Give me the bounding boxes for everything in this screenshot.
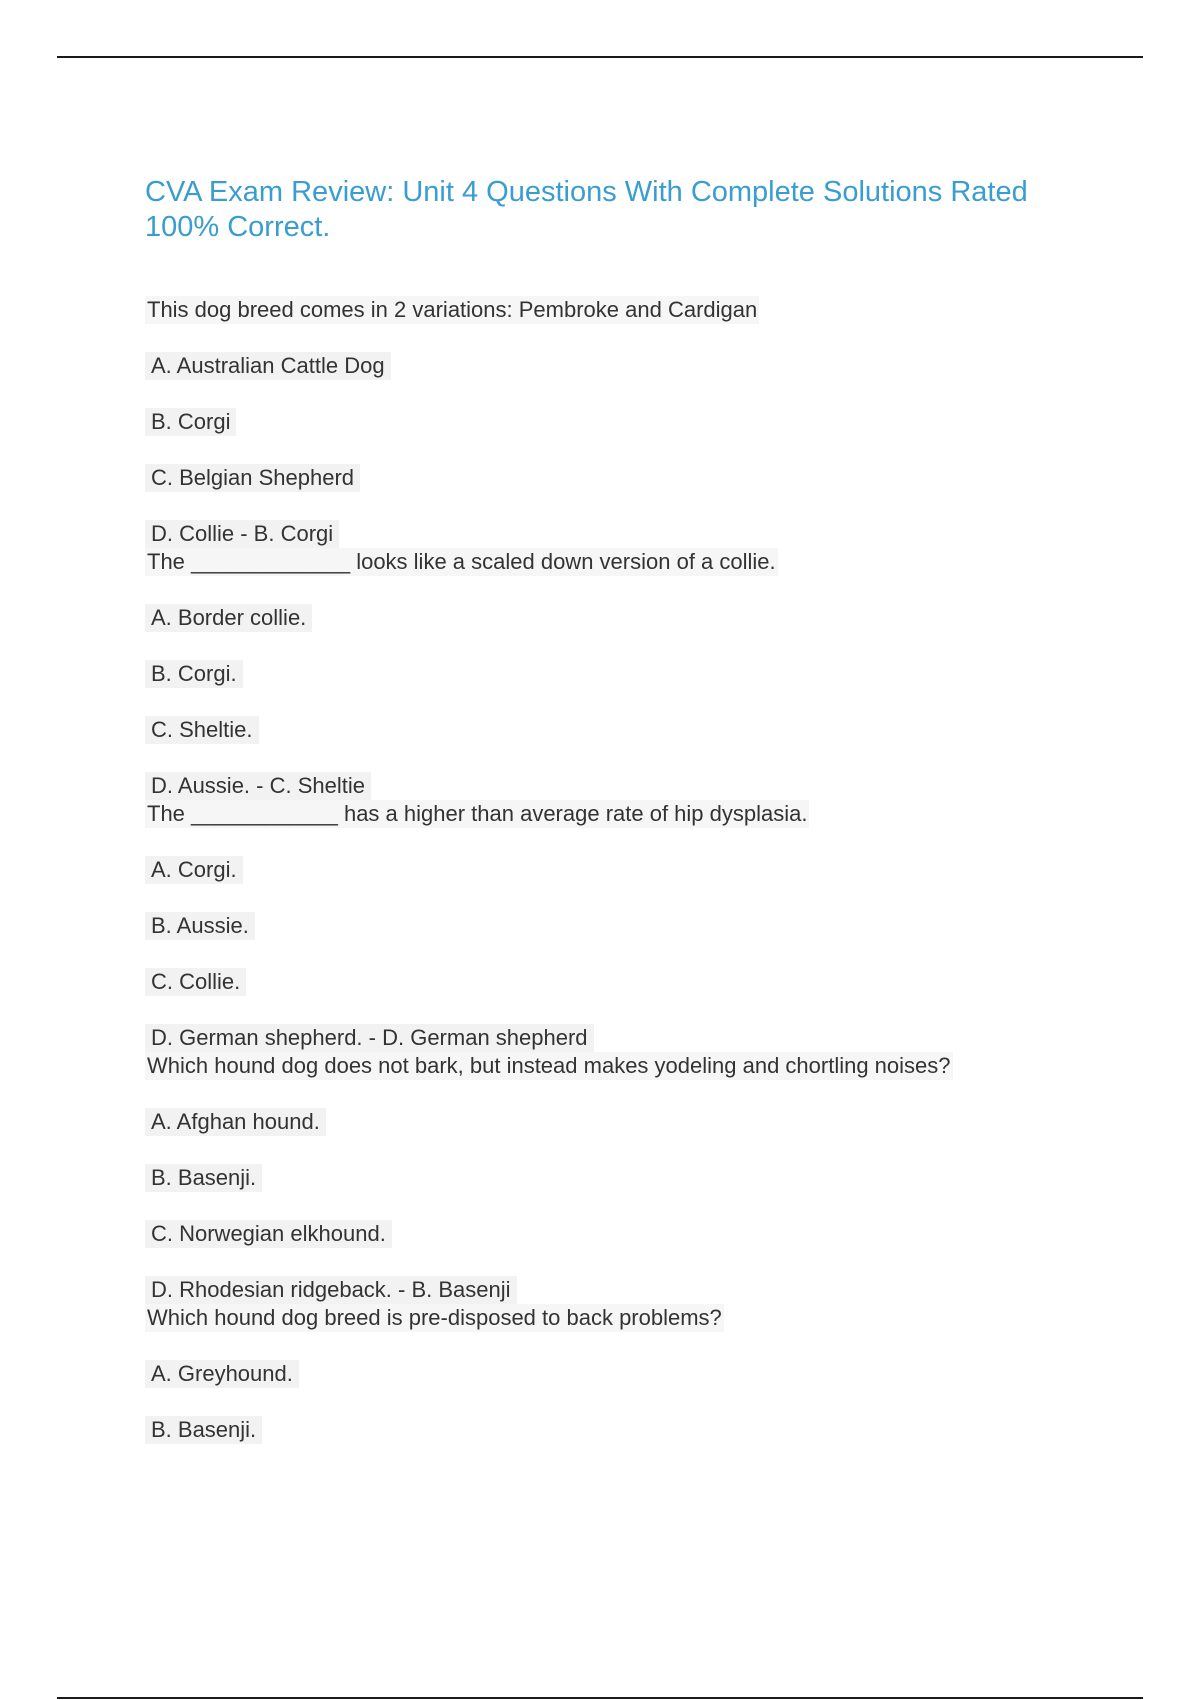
question-text: The _____________ looks like a scaled down version of a collie. (147, 549, 776, 574)
answer-option: A. Greyhound. (145, 1360, 299, 1388)
document-body (145, 296, 1125, 1444)
answer-option: B. Corgi (145, 408, 236, 436)
answer-option: A. Corgi. (145, 856, 243, 884)
answer-option: A. Border collie. (145, 604, 312, 632)
answer-option-with-answer: D. Collie - B. Corgi (145, 520, 339, 548)
question-text: Which hound dog does not bark, but instead makes yodeling and chortling noises? (147, 1053, 951, 1078)
answer-option-with-answer: D. Rhodesian ridgeback. - B. Basenji (145, 1276, 517, 1304)
answer-option: B. Corgi. (145, 660, 243, 688)
answer-option-with-answer: D. German shepherd. - D. German shepherd (145, 1024, 594, 1052)
answer-option: C. Collie. (145, 968, 246, 996)
answer-option: A. Australian Cattle Dog (145, 352, 391, 380)
answer-option: B. Aussie. (145, 912, 255, 940)
footer-rule (57, 1697, 1143, 1699)
question-text: The ____________ has a higher than average rate of hip dysplasia. (147, 801, 808, 826)
answer-option: B. Basenji. (145, 1416, 262, 1444)
question-text: This dog breed comes in 2 variations: Pembroke and Cardigan (147, 297, 758, 322)
document-title: CVA Exam Review: Unit 4 Questions With Complete Solutions Rated 100% Correct. (145, 176, 1028, 243)
answer-option-with-answer: D. Aussie. - C. Sheltie (145, 772, 371, 800)
answer-option: B. Basenji. (145, 1164, 262, 1192)
answer-option: C. Belgian Shepherd (145, 464, 360, 492)
header-rule (57, 56, 1143, 58)
answer-option: A. Afghan hound. (145, 1108, 326, 1136)
answer-option: C. Sheltie. (145, 716, 259, 744)
answer-option: C. Norwegian elkhound. (145, 1220, 392, 1248)
question-text: Which hound dog breed is pre-disposed to back problems? (147, 1305, 722, 1330)
